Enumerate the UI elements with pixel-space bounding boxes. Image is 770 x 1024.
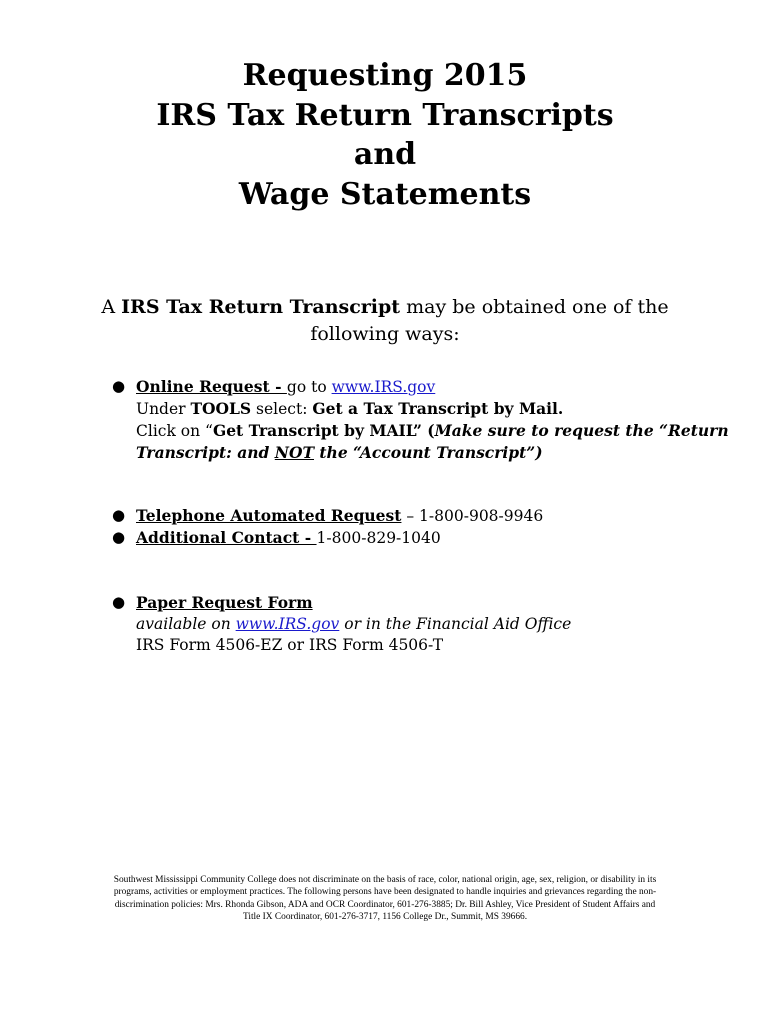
forms-text: IRS Form 4506-EZ or IRS Form 4506-T — [136, 636, 444, 654]
get-transcript-text: Get Transcript by MAIL” ( — [212, 421, 435, 440]
account-text: the “Account Transcript”) — [314, 443, 543, 462]
page-title — [0, 56, 770, 214]
irs-link[interactable]: www.IRS.gov — [331, 378, 436, 396]
footer-line-1: Southwest Mississippi Community College does not discriminate on the basis of race, color, national origin, age, sex, religion, or disability in its — [113, 875, 657, 885]
select-text: select: — [251, 400, 313, 418]
telephone-label: Telephone Automated Request — [136, 506, 402, 525]
transcript-and-text: Transcript: and — [136, 443, 275, 462]
intro-prefix: A — [101, 296, 122, 318]
under-prefix: Under — [136, 400, 191, 418]
bullet-icon: ● — [112, 377, 126, 395]
title-line-1: Requesting 2015 — [242, 58, 528, 93]
nondiscrimination-footer — [86, 874, 684, 923]
additional-number: 1-800-829-1040 — [316, 529, 441, 547]
additional-label: Additional Contact - — [136, 528, 317, 547]
online-goto: go to — [286, 378, 332, 396]
bullet-icon: ● — [112, 528, 126, 546]
get-mail-text: Get a Tax Transcript by Mail. — [312, 399, 564, 418]
tools-text: TOOLS — [190, 399, 252, 418]
list-item-additional — [112, 527, 696, 549]
title-line-3: and — [353, 137, 417, 172]
telephone-number: – 1-800-908-9946 — [401, 507, 544, 525]
not-text: NOT — [274, 443, 314, 462]
list-item-paper — [112, 592, 696, 656]
footer-line-3: discrimination policies: Mrs. Rhonda Gibson, ADA and OCR Coordinator, 601-276-3885; Dr. Bill Ashley, Vice President of Student Affairs and — [114, 899, 656, 910]
available-text: available on — [136, 615, 236, 633]
intro-suffix: may be obtained one of the — [400, 296, 669, 318]
intro-line-2: following ways: — [310, 323, 460, 345]
title-line-4: Wage Statements — [238, 176, 532, 212]
paper-label: Paper Request Form — [136, 593, 313, 612]
click-on-text: Click on “ — [136, 422, 213, 440]
bullet-icon: ● — [112, 593, 126, 611]
bullet-icon: ● — [112, 506, 126, 524]
intro-paragraph — [90, 294, 680, 348]
footer-line-2: programs, activities or employment practices. The following persons have been designated to handle inquiries and grievances regarding the non- — [113, 887, 657, 898]
intro-bold: IRS Tax Return Transcript — [121, 296, 401, 318]
footer-line-4: Title IX Coordinator, 601-276-3717, 1156 College Dr., Summit, MS 39666. — [242, 911, 528, 922]
irs-link-paper[interactable]: www.IRS.gov — [235, 615, 340, 633]
office-text: or in the Financial Aid Office — [339, 615, 572, 633]
make-sure-text: Make sure to request the “Return — [434, 421, 729, 440]
list-item-online — [112, 376, 729, 464]
online-label: Online Request - — [136, 377, 287, 396]
list-item-telephone — [112, 505, 696, 527]
title-line-2: IRS Tax Return Transcripts — [156, 97, 614, 133]
